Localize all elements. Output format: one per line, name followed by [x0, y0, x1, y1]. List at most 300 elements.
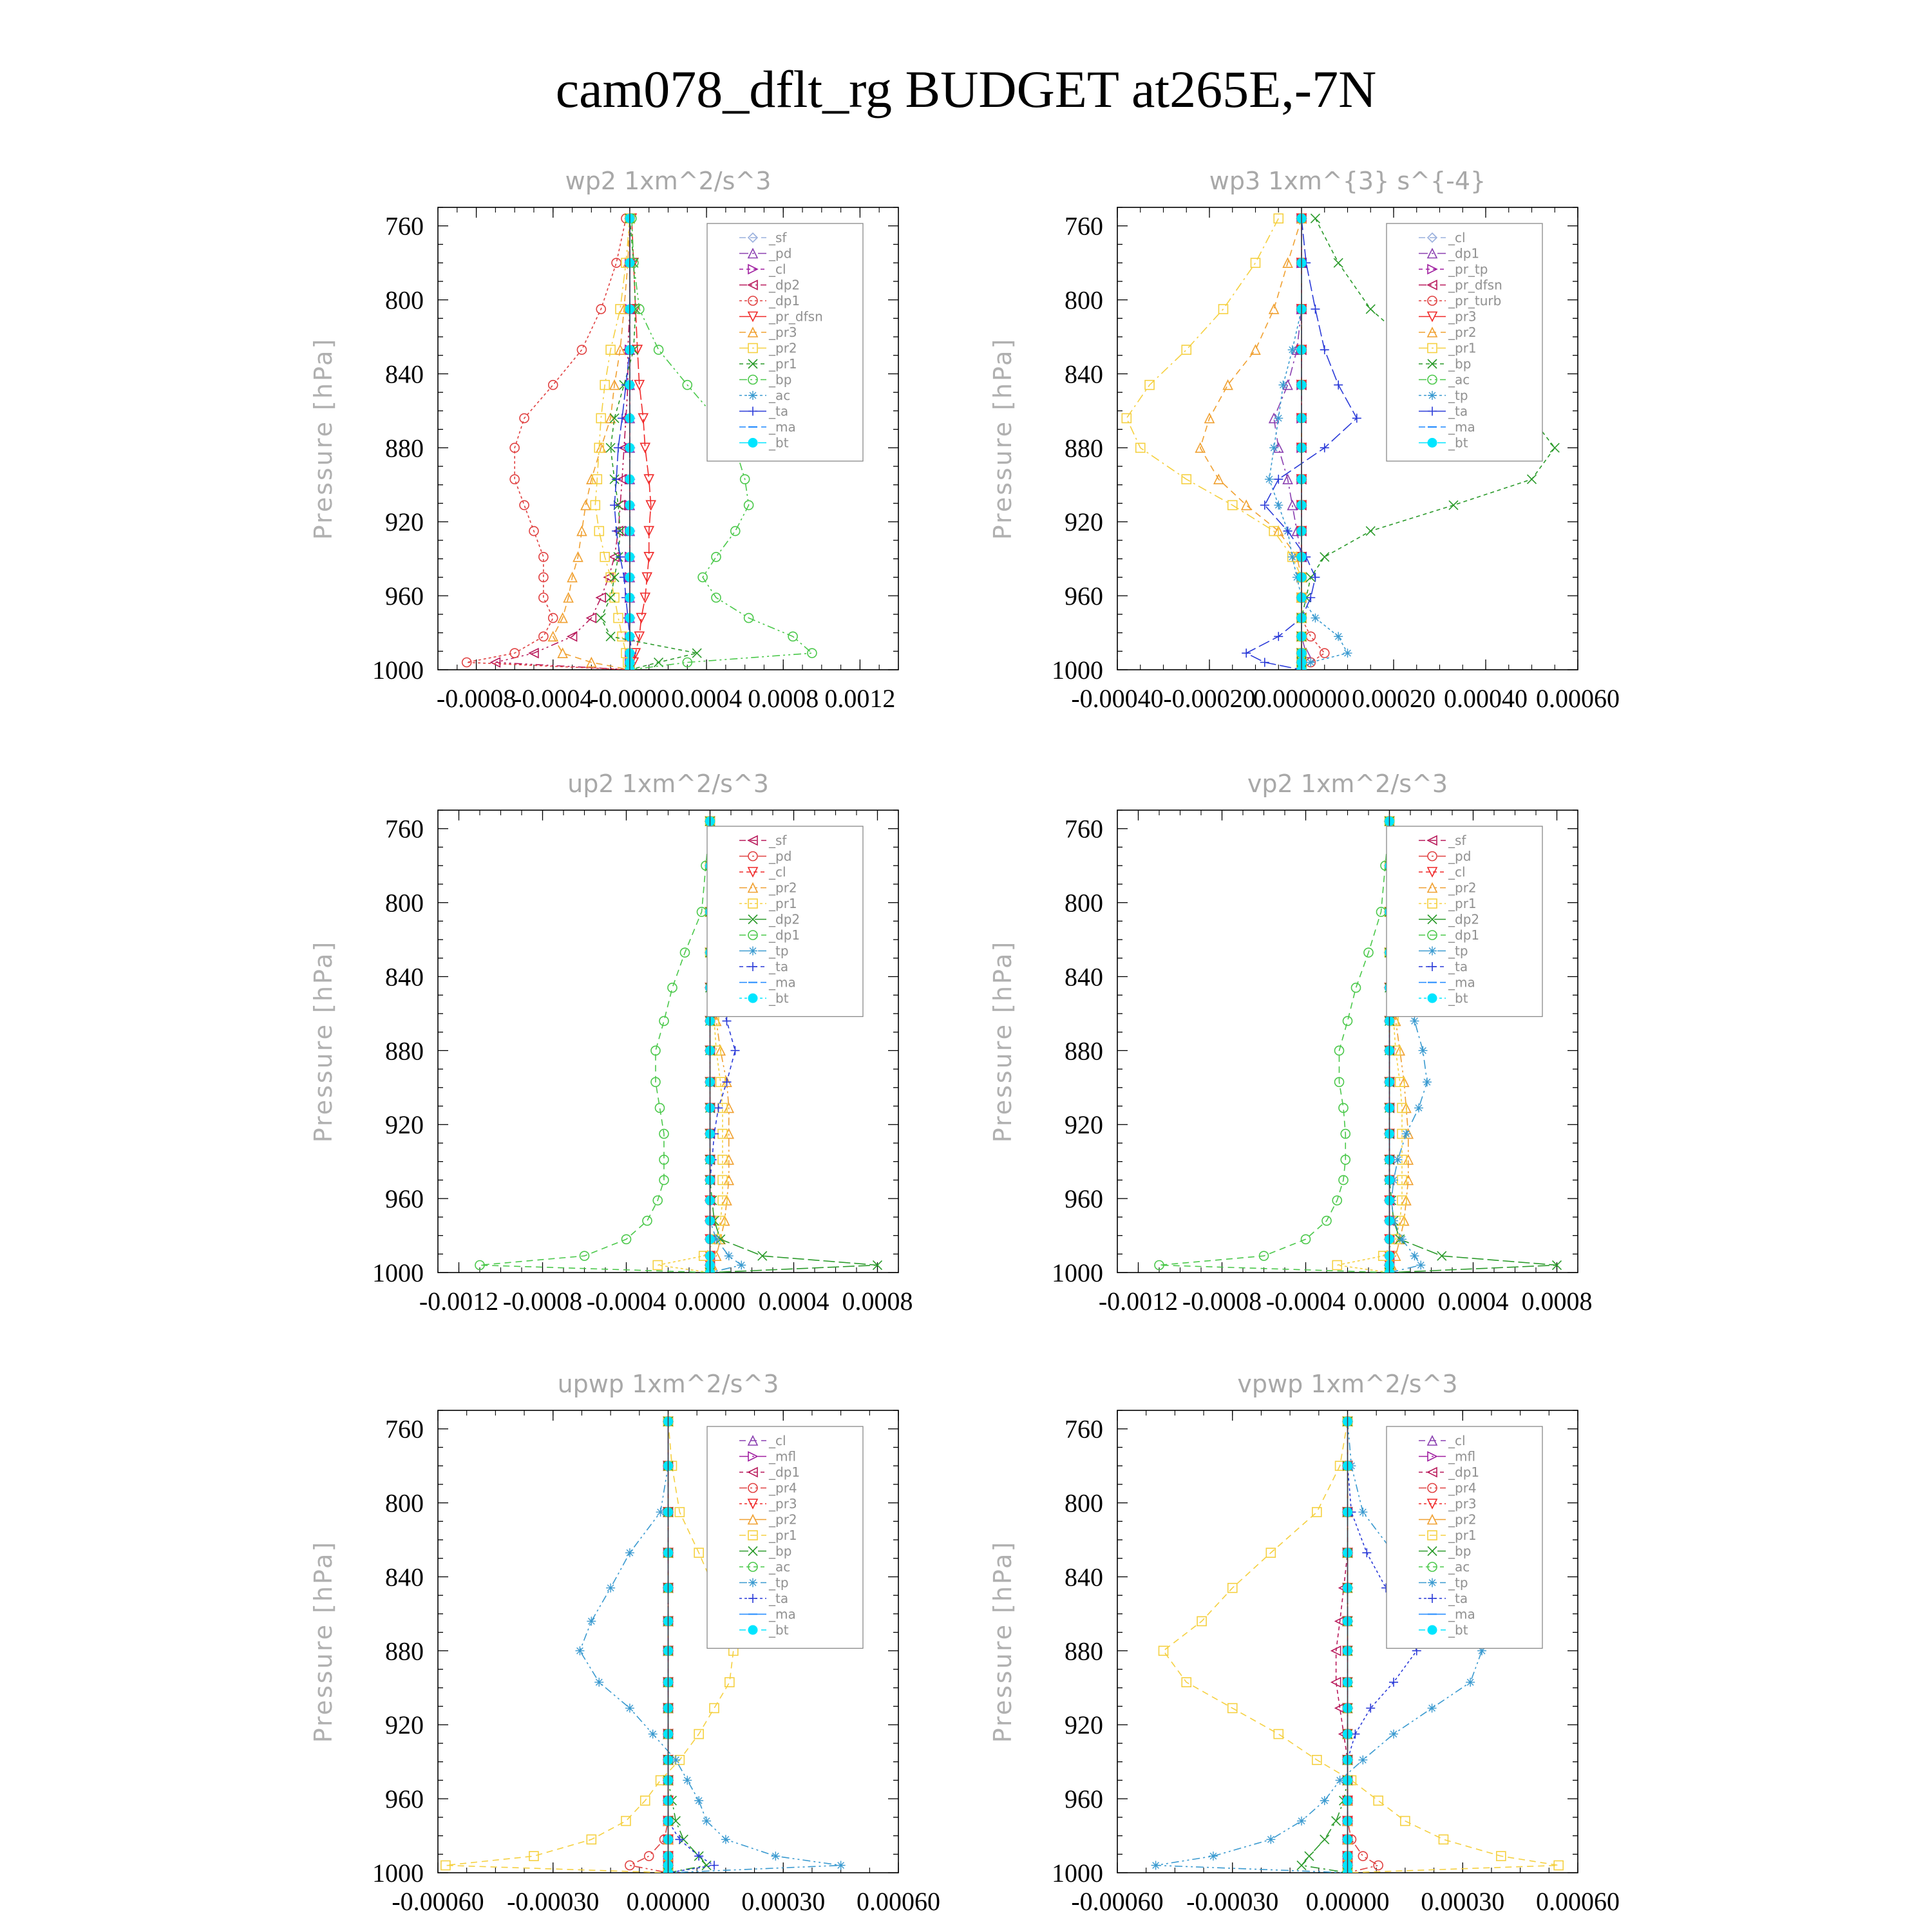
legend-label: _ma	[1448, 419, 1475, 435]
x-tick-label: 0.0008	[748, 684, 819, 713]
legend-label: _bt	[1448, 435, 1468, 451]
x-tick-label: 0.00060	[1536, 1887, 1620, 1916]
y-tick-label: 800	[1065, 285, 1103, 315]
data-point_dp1	[520, 500, 529, 509]
x-tick-label: 0.0000	[674, 1287, 746, 1316]
legend-label: _pr2	[1448, 325, 1477, 340]
legend-label: _bt	[1448, 1622, 1468, 1638]
data-point_bp	[1449, 500, 1458, 509]
y-tick-label: 920	[1065, 1110, 1103, 1140]
data-point_dp1	[668, 983, 677, 992]
data-point_tp	[1466, 1678, 1475, 1687]
x-tick-label: -0.0012	[419, 1287, 499, 1316]
legend-label: _dp2	[1448, 911, 1480, 927]
y-tick-label: 880	[1065, 1636, 1103, 1666]
data-point_pr1	[1159, 1646, 1168, 1655]
y-axis-label: Pressure [hPa]	[989, 337, 1017, 540]
data-point_ta	[675, 1835, 684, 1844]
data-point_tp	[1419, 1046, 1428, 1055]
legend-label: _ac	[769, 388, 791, 403]
legend-label: _tp	[1448, 1575, 1468, 1591]
x-tick-label: -0.0012	[1098, 1287, 1179, 1316]
x-tick-label: -0.00020	[1163, 684, 1256, 713]
data-point_ta	[1389, 1678, 1398, 1687]
legend-label: _pr1	[1448, 340, 1477, 356]
x-tick-label: 0.00060	[857, 1887, 940, 1916]
legend-label: _pr1	[1448, 1528, 1477, 1543]
x-tick-label: 0.00030	[1421, 1887, 1505, 1916]
data-point_tp	[721, 1835, 730, 1844]
legend-label: _bp	[769, 372, 792, 388]
legend-label: _pr4	[769, 1480, 797, 1496]
data-point_pr3	[558, 649, 567, 658]
data-point_tp	[1320, 1796, 1329, 1805]
data-point_tp	[1410, 1251, 1419, 1260]
legend-label: _ma	[769, 974, 796, 990]
data-point_pr4	[645, 1852, 654, 1861]
data-point_ta	[614, 443, 623, 452]
y-tick-label: 800	[385, 285, 424, 315]
legend-label: _pd	[769, 848, 792, 864]
y-tick-label: 960	[1065, 582, 1103, 611]
x-tick-label: -0.0004	[1265, 1287, 1346, 1316]
data-point_pr4	[1374, 1861, 1383, 1870]
legend-label: _ta	[1448, 959, 1468, 974]
data-point_tp	[1288, 345, 1297, 354]
legend-label: _ac	[1448, 372, 1470, 388]
data-point_ta	[1260, 658, 1269, 667]
legend-label: _pr2	[1448, 1511, 1477, 1528]
data-point_dp1	[612, 258, 621, 267]
legend-label: _sf	[769, 833, 787, 848]
x-tick-label: -0.00060	[1071, 1887, 1164, 1916]
legend-label: _pr3	[769, 1496, 797, 1511]
x-tick-label: -0.00030	[1186, 1887, 1279, 1916]
data-point_tp	[625, 1703, 634, 1712]
data-point_pr1	[606, 593, 615, 602]
data-point_bp	[712, 553, 721, 562]
data-point_pr1	[1274, 1730, 1283, 1739]
series-line_dp1	[480, 821, 710, 1273]
legend-label: _cl	[769, 261, 786, 277]
y-tick-label: 920	[385, 1710, 424, 1740]
legend-label: _tp	[769, 943, 789, 959]
x-tick-label: 0.00000	[1305, 1887, 1390, 1916]
series-line_pr2	[1200, 218, 1302, 670]
legend-label: _dp1	[769, 927, 800, 943]
legend-label: _tp	[1448, 943, 1468, 959]
legend-label: _dp2	[769, 911, 800, 927]
y-tick-label: 960	[385, 1785, 424, 1814]
legend-label: _pr3	[1448, 1496, 1477, 1511]
data-point_dp1	[1352, 983, 1361, 992]
data-point_bp	[1320, 553, 1329, 562]
legend-label: _dp1	[769, 293, 800, 308]
y-tick-label: 880	[385, 433, 424, 463]
data-point_ta	[1362, 1548, 1371, 1557]
series-line_pr1	[446, 1421, 734, 1873]
data-point_dp1	[651, 1046, 660, 1055]
data-point_dp2	[596, 593, 605, 602]
y-tick-label: 960	[385, 582, 424, 611]
data-point_dp1	[643, 1217, 652, 1226]
data-point_bp	[1334, 258, 1343, 267]
data-point_bp	[1311, 214, 1320, 223]
legend-label: _pr1	[769, 356, 797, 372]
data-point_bp	[1366, 305, 1375, 314]
data-point_tp	[606, 1584, 615, 1593]
data-point_ta	[1242, 649, 1251, 658]
legend-label: _pr_dfsn	[769, 308, 823, 325]
data-point_ta	[710, 1861, 719, 1870]
y-tick-label: 960	[1065, 1184, 1103, 1214]
data-point_pr1	[710, 1703, 719, 1712]
data-point_bp	[1366, 527, 1375, 536]
data-point_tp	[575, 1646, 584, 1655]
x-tick-label: 0.000000	[1253, 684, 1350, 713]
data-point_pr1	[596, 614, 605, 623]
legend-marker	[748, 391, 757, 400]
x-tick-label: -0.0008	[502, 1287, 583, 1316]
legend-label: _ma	[769, 1606, 796, 1622]
y-tick-label: 840	[385, 1562, 424, 1592]
legend-label: _dp1	[1448, 1464, 1480, 1480]
data-point_pr2	[1251, 345, 1260, 354]
legend-label: _pr_dfsn	[1448, 277, 1502, 293]
y-tick-label: 1000	[372, 1258, 424, 1287]
legend-marker	[748, 1625, 757, 1634]
y-axis-label: Pressure [hPa]	[309, 1540, 337, 1743]
data-point_tp	[1416, 1261, 1425, 1270]
legend-label: _cl	[1448, 864, 1466, 880]
legend-marker	[748, 1578, 757, 1587]
data-point_tp	[1414, 1103, 1423, 1112]
data-point_ta	[612, 475, 621, 484]
chart-panel	[989, 1370, 1620, 1916]
chart-panel	[309, 770, 913, 1316]
legend-label: _bt	[769, 1622, 789, 1638]
legend-label: _ta	[769, 1591, 789, 1606]
legend-label: _cl	[1448, 1433, 1466, 1448]
legend-marker	[1428, 1578, 1437, 1587]
data-point_ta	[1306, 593, 1315, 602]
legend-label: _ta	[769, 959, 789, 974]
data-point_tp	[594, 1678, 603, 1687]
x-tick-label: -0.00040	[1071, 684, 1164, 713]
legend-marker	[1428, 439, 1437, 448]
legend-label: _pr3	[1448, 308, 1477, 325]
y-axis-label: Pressure [hPa]	[989, 940, 1017, 1143]
y-tick-label: 880	[1065, 1036, 1103, 1066]
y-tick-label: 920	[1065, 1710, 1103, 1740]
legend-label: _pr2	[1448, 880, 1477, 896]
chart-panel	[989, 770, 1593, 1316]
legend-label: _bt	[1448, 990, 1468, 1006]
data-point_pr4	[625, 1861, 634, 1870]
data-point_ta	[1274, 475, 1283, 484]
y-tick-label: 760	[385, 814, 424, 844]
data-point_ta	[1311, 305, 1320, 314]
data-point_bp	[1528, 475, 1537, 484]
x-tick-label: 0.00060	[1536, 684, 1620, 713]
y-tick-label: 840	[1065, 1562, 1103, 1592]
x-tick-label: 0.00020	[1352, 684, 1435, 713]
data-point_dp1	[510, 475, 519, 484]
legend-label: _dp2	[769, 277, 800, 293]
y-tick-label: 760	[1065, 814, 1103, 844]
legend-label: _bt	[769, 990, 789, 1006]
data-point_ta	[1366, 1703, 1375, 1712]
data-point_pr1	[606, 632, 615, 641]
legend-label: _cl	[769, 1433, 786, 1448]
chart-panel	[309, 167, 898, 713]
data-point_tp	[1297, 1817, 1306, 1826]
data-point_dp1	[549, 614, 558, 623]
data-point_pr1	[1251, 258, 1260, 267]
data-point_tp	[1266, 1835, 1275, 1844]
data-point_pr2	[596, 413, 605, 422]
data-point_tp	[1358, 1508, 1367, 1517]
y-tick-label: 1000	[372, 1859, 424, 1888]
panel-title: wp3 1xm^{3} s^{-4}	[1209, 167, 1486, 195]
y-tick-label: 760	[1065, 1414, 1103, 1444]
legend-label: _ma	[1448, 1606, 1475, 1622]
data-point_tp	[771, 1852, 780, 1861]
legend-label: _pd	[1448, 848, 1472, 864]
legend-label: _pr2	[769, 340, 797, 356]
data-point_pr1	[1374, 1796, 1383, 1805]
legend-label: _ta	[1448, 1591, 1468, 1606]
data-point_tp	[1209, 1852, 1218, 1861]
x-tick-label: 0.0008	[842, 1287, 913, 1316]
data-point_tp	[1151, 1861, 1160, 1870]
data-point_pr2	[1224, 381, 1233, 390]
legend-label: _pr4	[1448, 1480, 1477, 1496]
data-point_tp	[1428, 1703, 1437, 1712]
legend-label: _ma	[769, 419, 796, 435]
data-point_pr1	[692, 649, 701, 658]
series-line_dp1	[1159, 821, 1390, 1273]
x-tick-label: -0.0000	[590, 684, 670, 713]
legend-label: _bp	[1448, 356, 1472, 372]
x-tick-label: -0.0004	[513, 684, 593, 713]
data-point_tp	[837, 1861, 846, 1870]
data-point_tp	[1311, 614, 1320, 623]
x-tick-label: -0.0008	[436, 684, 516, 713]
data-point_ta	[723, 1016, 732, 1025]
data-point_tp	[1265, 475, 1274, 484]
y-tick-label: 960	[1065, 1785, 1103, 1814]
data-point_tp	[1274, 500, 1283, 509]
y-tick-label: 880	[385, 1636, 424, 1666]
y-tick-label: 1000	[372, 656, 424, 685]
data-point_dp1	[1343, 1016, 1352, 1025]
x-tick-label: -0.00030	[507, 1887, 600, 1916]
legend-label: _bp	[1448, 1543, 1472, 1559]
y-tick-label: 840	[385, 962, 424, 992]
legend-label: _pr_turb	[1448, 293, 1502, 308]
data-point_ta	[1334, 381, 1343, 390]
y-tick-label: 800	[1065, 888, 1103, 918]
data-point_bp	[1297, 1861, 1306, 1870]
legend-label: _sf	[1448, 833, 1466, 848]
x-tick-label: -0.00060	[392, 1887, 484, 1916]
y-tick-label: 1000	[1052, 656, 1103, 685]
data-point_pr1	[1439, 1835, 1448, 1844]
data-point_tp	[1389, 1730, 1398, 1739]
legend-label: _pr1	[769, 896, 797, 911]
data-point_pr2	[1269, 305, 1278, 314]
legend-label: _ta	[769, 403, 789, 419]
legend-label: _ac	[1448, 1559, 1470, 1575]
data-point_dp1	[659, 1016, 668, 1025]
data-point_dp1	[549, 381, 558, 390]
y-tick-label: 880	[385, 1036, 424, 1066]
data-point_ta	[731, 1046, 740, 1055]
legend-label: _ta	[1448, 403, 1468, 419]
legend-label: _pr2	[769, 880, 797, 896]
y-tick-label: 840	[1065, 962, 1103, 992]
data-point_tp	[737, 1261, 746, 1270]
data-point_bp	[1550, 443, 1559, 452]
data-point_tp	[1402, 1130, 1411, 1139]
legend-label: _dp1	[769, 1464, 800, 1480]
y-tick-label: 800	[385, 888, 424, 918]
data-point_bp	[731, 527, 740, 536]
data-point_pr3	[581, 500, 590, 509]
y-tick-label: 1000	[1052, 1258, 1103, 1287]
data-point_dp1	[1288, 500, 1297, 509]
y-tick-label: 760	[385, 211, 424, 241]
y-tick-label: 920	[385, 1110, 424, 1140]
y-tick-label: 880	[1065, 433, 1103, 463]
y-tick-label: 800	[385, 1488, 424, 1518]
data-point_tp	[1394, 1155, 1403, 1164]
x-tick-label: 0.00000	[626, 1887, 710, 1916]
legend-label: _pr1	[769, 1528, 797, 1543]
data-point_tp	[1274, 413, 1283, 422]
x-tick-label: 0.0008	[1521, 1287, 1593, 1316]
legend-label: _mfl	[1448, 1448, 1476, 1464]
data-point_ta	[1352, 413, 1361, 422]
y-tick-label: 920	[385, 507, 424, 537]
data-point_pr1	[610, 573, 619, 582]
x-tick-label: -0.0004	[586, 1287, 667, 1316]
legend-label: _sf	[769, 230, 787, 245]
data-point_pr4	[1358, 1852, 1367, 1861]
legend-label: _pr1	[1448, 896, 1477, 911]
legend-label: _dp1	[1448, 245, 1480, 261]
legend-label: _pr_tp	[1448, 261, 1488, 277]
data-point_ta	[1311, 573, 1320, 582]
legend-marker	[1428, 1625, 1437, 1634]
y-axis-label: Pressure [hPa]	[309, 337, 337, 540]
legend-marker	[1428, 947, 1437, 956]
page-title: cam078_dflt_rg BUDGET at265E,-7N	[555, 60, 1377, 118]
chart-panel	[309, 1370, 940, 1916]
data-point_bp	[1320, 1835, 1329, 1844]
legend-label: _tp	[769, 1575, 789, 1591]
legend-label: _bt	[769, 435, 789, 451]
panel-title: upwp 1xm^2/s^3	[557, 1370, 779, 1398]
y-tick-label: 840	[1065, 359, 1103, 389]
x-tick-label: 0.0000	[1354, 1287, 1425, 1316]
x-tick-label: -0.0008	[1182, 1287, 1262, 1316]
data-point_tp	[1278, 381, 1287, 390]
x-tick-label: 0.0004	[758, 1287, 829, 1316]
data-point_pr1	[1122, 413, 1131, 422]
y-axis-label: Pressure [hPa]	[989, 1540, 1017, 1743]
data-point_tp	[724, 1251, 734, 1260]
data-point_tp	[1343, 649, 1352, 658]
legend-label: _pd	[769, 245, 792, 261]
data-point_tp	[625, 1548, 634, 1557]
data-point_tp	[1334, 632, 1343, 641]
panel-title: vp2 1xm^2/s^3	[1247, 770, 1448, 798]
y-tick-label: 1000	[1052, 1859, 1103, 1888]
panel-title: up2 1xm^2/s^3	[567, 770, 769, 798]
y-axis-label: Pressure [hPa]	[309, 940, 337, 1143]
data-point_tp	[1358, 1756, 1367, 1765]
x-tick-label: 0.00030	[741, 1887, 826, 1916]
y-tick-label: 760	[385, 1414, 424, 1444]
y-tick-label: 760	[1065, 211, 1103, 241]
legend-label: _pr2	[769, 1511, 797, 1528]
legend-marker	[1428, 994, 1437, 1003]
data-point_ta	[723, 1077, 732, 1086]
data-point_dp1	[539, 632, 548, 641]
panel-title: wp2 1xm^2/s^3	[565, 167, 772, 195]
legend-marker	[748, 947, 757, 956]
x-tick-label: 0.0012	[824, 684, 896, 713]
legend-marker	[1428, 391, 1437, 400]
y-tick-label: 920	[1065, 507, 1103, 537]
data-point_tp	[1410, 1016, 1419, 1025]
y-tick-label: 800	[1065, 1488, 1103, 1518]
data-point_tp	[587, 1616, 596, 1625]
panel-title: vpwp 1xm^2/s^3	[1237, 1370, 1458, 1398]
legend-marker	[748, 439, 757, 448]
data-point_tp	[1288, 553, 1297, 562]
legend-label: _mfl	[769, 1448, 797, 1464]
legend-label: _cl	[769, 864, 786, 880]
x-tick-label: 0.0004	[671, 684, 743, 713]
legend-label: _bp	[769, 1543, 792, 1559]
legend-label: _cl	[1448, 230, 1466, 245]
legend-label: _dp1	[1448, 927, 1480, 943]
legend-label: _ac	[769, 1559, 791, 1575]
series-line_pr1	[1126, 218, 1302, 670]
data-point_ta	[1320, 345, 1329, 354]
legend-label: _tp	[1448, 388, 1468, 403]
data-point_bp	[1332, 1817, 1341, 1826]
data-point_tp	[683, 1776, 692, 1785]
y-tick-label: 840	[385, 359, 424, 389]
x-tick-label: 0.0004	[1437, 1287, 1509, 1316]
data-point_bp	[808, 649, 817, 658]
data-point_tp	[1423, 1077, 1432, 1086]
data-point_pr_turb	[1320, 649, 1329, 658]
x-tick-label: 0.00040	[1444, 684, 1528, 713]
chart-panel	[989, 167, 1620, 713]
legend-label: _pr3	[769, 325, 797, 340]
data-point_pr_turb	[1306, 632, 1315, 641]
data-point_tp	[694, 1796, 703, 1805]
data-point_ta	[714, 1103, 723, 1112]
legend-label: _ma	[1448, 974, 1475, 990]
data-point_pr2	[614, 614, 623, 623]
data-point_bp	[1305, 1852, 1314, 1861]
